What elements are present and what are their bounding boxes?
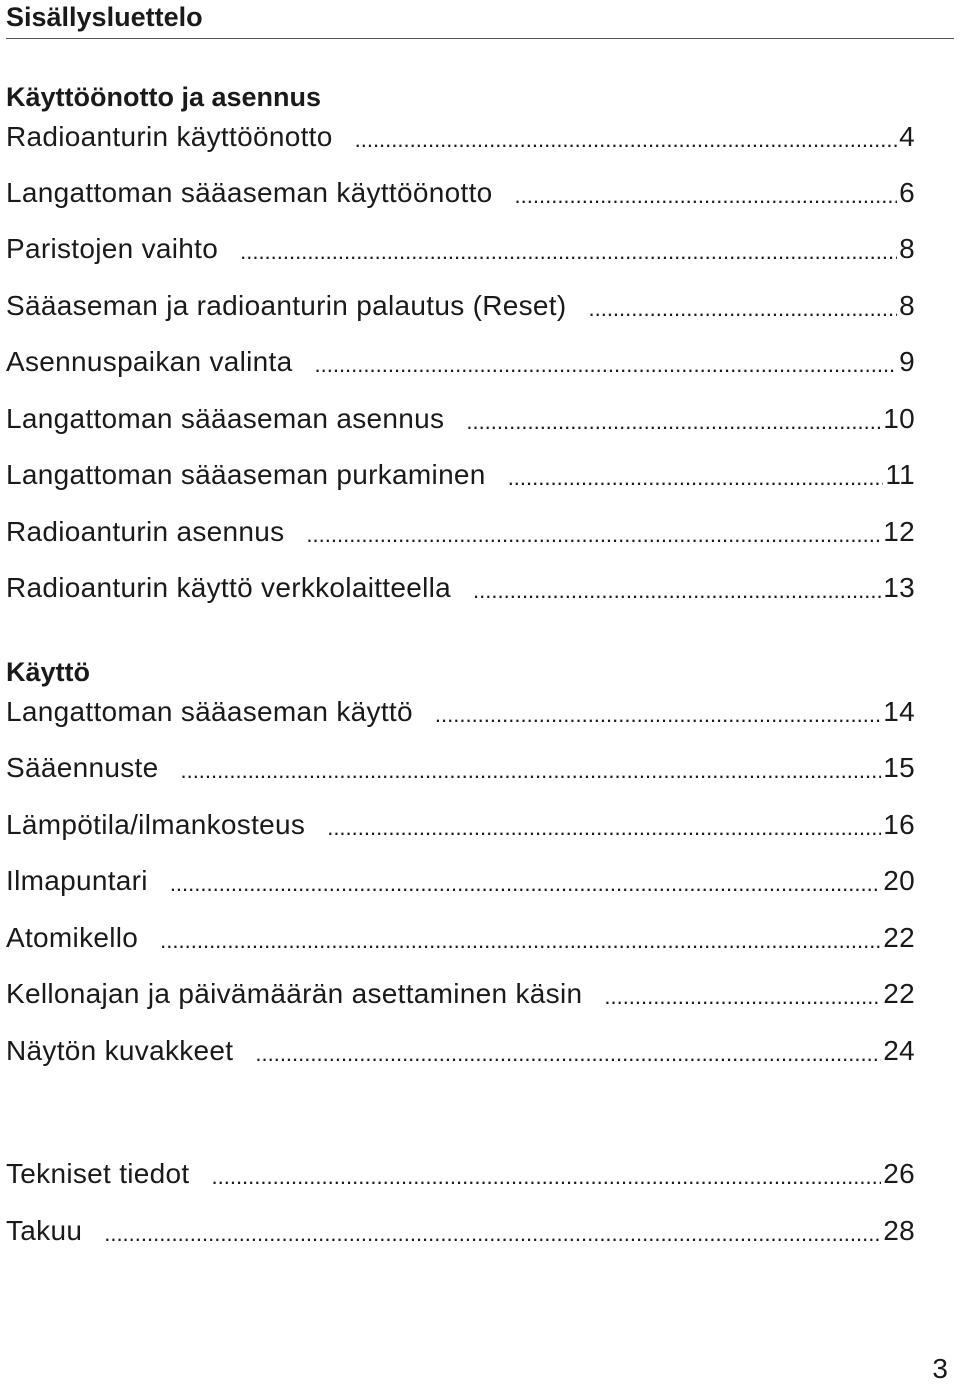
toc-entry-page: 26 xyxy=(883,1158,915,1189)
toc-entry-page: 12 xyxy=(883,516,915,547)
toc-dot-leader xyxy=(170,869,881,899)
toc-dot-leader xyxy=(355,125,898,155)
toc-entry-page: 4 xyxy=(899,121,915,152)
page-number: 3 xyxy=(932,1353,948,1384)
toc-entry[interactable] xyxy=(6,920,915,956)
toc-entry[interactable] xyxy=(6,1213,915,1249)
toc-entry-title: Langattoman sääaseman käyttöönotto xyxy=(6,177,493,208)
toc-entry-page: 13 xyxy=(883,572,915,603)
toc-entry-page: 8 xyxy=(899,290,915,321)
toc-entry-page: 8 xyxy=(899,233,915,264)
section-heading-kayttoonotto: Käyttöönotto ja asennus xyxy=(6,82,322,112)
toc-entry-page: 24 xyxy=(883,1035,915,1066)
toc-entry-title: Näytön kuvakkeet xyxy=(6,1035,234,1066)
toc-entry-title: Paristojen vaihto xyxy=(6,233,219,264)
toc-entry[interactable] xyxy=(6,1033,915,1069)
toc-entry[interactable] xyxy=(6,175,915,211)
toc-dot-leader xyxy=(466,407,881,437)
toc-entry-title: Lämpötila/ilmankosteus xyxy=(6,809,306,840)
toc-dot-leader xyxy=(240,237,897,267)
toc-dot-leader xyxy=(104,1219,881,1249)
toc-entry-title: Langattoman sääaseman asennus xyxy=(6,403,445,434)
title-divider xyxy=(6,38,954,39)
toc-entry[interactable] xyxy=(6,288,915,324)
toc-entry-title: Sääaseman ja radioanturin palautus (Reset) xyxy=(6,290,567,321)
toc-dot-leader xyxy=(180,756,881,786)
toc-entry-title: Takuu xyxy=(6,1215,83,1246)
toc-dot-leader xyxy=(515,181,898,211)
toc-entry[interactable] xyxy=(6,863,915,899)
toc-entry-title: Atomikello xyxy=(6,922,139,953)
toc-dot-leader xyxy=(473,576,881,606)
toc-entry[interactable] xyxy=(6,514,915,550)
toc-entry-title: Langattoman sääaseman käyttö xyxy=(6,696,413,727)
toc-entry-page: 11 xyxy=(885,459,915,490)
toc-dot-leader xyxy=(315,350,898,380)
toc-entry[interactable] xyxy=(6,344,915,380)
toc-dot-leader xyxy=(212,1162,882,1192)
toc-entry-title: Langattoman sääaseman purkaminen xyxy=(6,459,486,490)
toc-entry-page: 22 xyxy=(883,922,915,953)
toc-entry[interactable] xyxy=(6,1156,915,1192)
toc-entry-title: Tekniset tiedot xyxy=(6,1158,190,1189)
toc-dot-leader xyxy=(604,982,881,1012)
toc-dot-leader xyxy=(435,700,881,730)
toc-entry[interactable] xyxy=(6,231,915,267)
section-heading-kaytto: Käyttö xyxy=(6,657,91,687)
toc-dot-leader xyxy=(327,813,881,843)
toc-dot-leader xyxy=(306,520,881,550)
toc-entry[interactable] xyxy=(6,457,915,493)
toc-entry[interactable] xyxy=(6,570,915,606)
toc-entry[interactable] xyxy=(6,119,915,155)
toc-entry-title: Radioanturin asennus xyxy=(6,516,285,547)
toc-entry-title: Kellonajan ja päivämäärän asettaminen käsin xyxy=(6,978,583,1009)
toc-entry[interactable] xyxy=(6,750,915,786)
toc-entry-page: 15 xyxy=(883,752,915,783)
toc-dot-leader xyxy=(588,294,897,324)
toc-entry[interactable] xyxy=(6,807,915,843)
toc-dot-leader xyxy=(255,1039,881,1069)
toc-entry-title: Asennuspaikan valinta xyxy=(6,346,293,377)
toc-entry[interactable] xyxy=(6,976,915,1012)
toc-entry-page: 10 xyxy=(883,403,915,434)
toc-dot-leader xyxy=(160,926,881,956)
toc-entry[interactable] xyxy=(6,694,915,730)
toc-entry-page: 6 xyxy=(899,177,915,208)
toc-entry-page: 14 xyxy=(883,696,915,727)
toc-entry-page: 22 xyxy=(883,978,915,1009)
page-title: Sisällysluettelo xyxy=(6,2,203,32)
toc-entry-page: 28 xyxy=(883,1215,915,1246)
toc-entry[interactable] xyxy=(6,401,915,437)
toc-entry-title: Radioanturin käyttö verkkolaitteella xyxy=(6,572,452,603)
toc-entry-title: Radioanturin käyttöönotto xyxy=(6,121,333,152)
toc-entry-page: 16 xyxy=(883,809,915,840)
toc-entry-title: Ilmapuntari xyxy=(6,865,148,896)
toc-entry-page: 9 xyxy=(899,346,915,377)
toc-entry-page: 20 xyxy=(883,865,915,896)
toc-dot-leader xyxy=(508,463,884,493)
toc-entry-title: Sääennuste xyxy=(6,752,159,783)
